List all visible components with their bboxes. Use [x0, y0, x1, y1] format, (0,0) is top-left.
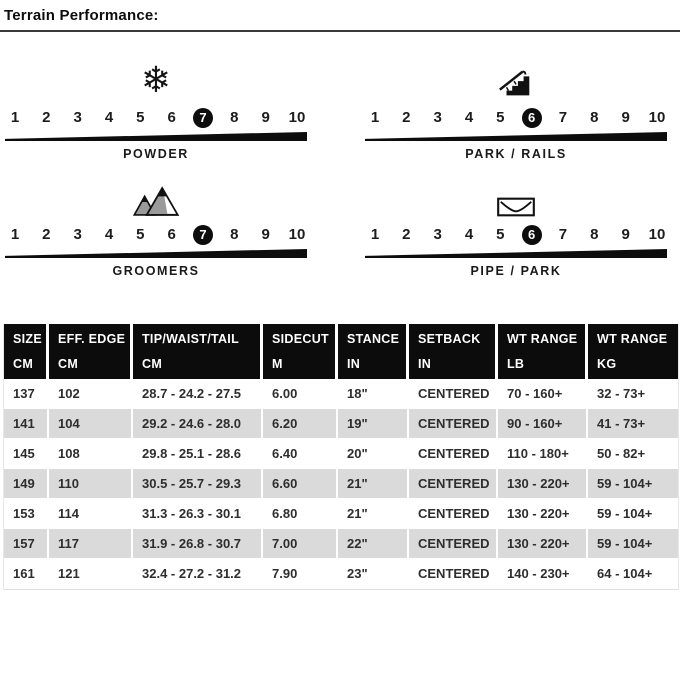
scale-number: 5 [496, 226, 505, 243]
table-cell: 59 - 104+ [588, 469, 678, 499]
table-cell: 31.3 - 26.3 - 30.1 [133, 499, 263, 529]
column-header: EFF. EDGE CM [49, 324, 133, 379]
table-cell: 50 - 82+ [588, 439, 678, 469]
table-cell: 21" [338, 469, 409, 499]
table-cell: 21" [338, 499, 409, 529]
scale-number: 1 [10, 226, 20, 243]
table-cell: 117 [49, 529, 133, 559]
column-header: SETBACK IN [409, 324, 498, 379]
column-header: WT RANGE KG [588, 324, 678, 379]
table-cell: 20" [338, 439, 409, 469]
table-cell: CENTERED [409, 559, 498, 589]
scale-number: 9 [621, 109, 630, 126]
scale-number: 9 [621, 226, 630, 243]
scale-number: 1 [370, 109, 380, 126]
spec-table-header-row [4, 324, 678, 379]
scale-value-badge: 6 [522, 225, 542, 245]
spec-table [3, 324, 679, 590]
scale-number: 3 [73, 226, 82, 243]
table-cell: 32 - 73+ [588, 379, 678, 409]
mountains-icon [5, 173, 307, 217]
scale-bar [5, 249, 307, 258]
table-cell: 110 [49, 469, 133, 499]
table-row [4, 439, 678, 469]
table-cell: 23" [338, 559, 409, 589]
scale-groomers-numbers [5, 225, 307, 245]
spec-table-header [4, 324, 678, 379]
scale-number: 2 [42, 226, 51, 243]
table-cell: 130 - 220+ [498, 469, 588, 499]
table-cell: CENTERED [409, 529, 498, 559]
spec-table-body [4, 379, 678, 589]
table-cell: 149 [4, 469, 49, 499]
scale-number: 6 [167, 109, 176, 126]
table-cell: 29.2 - 24.6 - 28.0 [133, 409, 263, 439]
scale-value-badge: 7 [193, 108, 213, 128]
table-cell: 6.60 [263, 469, 338, 499]
scale-number: 4 [464, 109, 474, 126]
page-header [0, 0, 680, 24]
table-row [4, 559, 678, 589]
scale-bar [365, 249, 667, 258]
table-cell: 30.5 - 25.7 - 29.3 [133, 469, 263, 499]
terrain-performance-scales [0, 32, 680, 278]
table-cell: CENTERED [409, 409, 498, 439]
scale-value-badge: 7 [193, 225, 213, 245]
scale-pipe-park-numbers [365, 225, 667, 245]
table-cell: 102 [49, 379, 133, 409]
table-cell: 70 - 160+ [498, 379, 588, 409]
scale-bar [5, 132, 307, 141]
scale-park-rails-numbers [365, 108, 667, 128]
table-cell: 28.7 - 24.2 - 27.5 [133, 379, 263, 409]
scale-number: 5 [136, 226, 145, 243]
table-row [4, 469, 678, 499]
scale-number: 8 [230, 226, 239, 243]
scale-powder [5, 56, 307, 161]
table-cell: 6.40 [263, 439, 338, 469]
column-header: SIDECUT M [263, 324, 338, 379]
table-cell: 110 - 180+ [498, 439, 588, 469]
table-cell: 6.20 [263, 409, 338, 439]
page-title: Terrain Performance: [4, 7, 159, 24]
table-cell: 104 [49, 409, 133, 439]
table-cell: 108 [49, 439, 133, 469]
scale-number: 10 [648, 109, 666, 126]
table-cell: 59 - 104+ [588, 499, 678, 529]
scale-number: 2 [402, 109, 411, 126]
table-cell: CENTERED [409, 469, 498, 499]
table-cell: 114 [49, 499, 133, 529]
table-row [4, 499, 678, 529]
halfpipe-icon [365, 173, 667, 217]
table-cell: 140 - 230+ [498, 559, 588, 589]
table-cell: 18" [338, 379, 409, 409]
scale-label: PIPE / PARK [470, 264, 562, 278]
scale-number: 2 [42, 109, 51, 126]
table-cell: 130 - 220+ [498, 499, 588, 529]
column-header: TIP/WAIST/TAIL CM [133, 324, 263, 379]
scale-number: 1 [370, 226, 380, 243]
scale-number: 8 [590, 109, 599, 126]
scale-number: 4 [104, 109, 114, 126]
table-cell: 22" [338, 529, 409, 559]
scale-label: POWDER [123, 147, 189, 161]
table-row [4, 529, 678, 559]
scale-number: 1 [10, 109, 20, 126]
scale-number: 8 [590, 226, 599, 243]
column-header: WT RANGE LB [498, 324, 588, 379]
scale-powder-numbers [5, 108, 307, 128]
scale-number: 3 [433, 109, 442, 126]
table-cell: 59 - 104+ [588, 529, 678, 559]
scale-value-badge: 6 [522, 108, 542, 128]
scale-number: 7 [558, 109, 568, 126]
scale-number: 8 [230, 109, 239, 126]
scale-number: 5 [496, 109, 505, 126]
scale-number: 10 [648, 226, 666, 243]
table-cell: 141 [4, 409, 49, 439]
table-cell: 29.8 - 25.1 - 28.6 [133, 439, 263, 469]
scale-number: 4 [104, 226, 114, 243]
scale-number: 2 [402, 226, 411, 243]
scale-number: 4 [464, 226, 474, 243]
scale-number: 10 [288, 226, 306, 243]
scale-number: 10 [288, 109, 306, 126]
table-cell: 6.00 [263, 379, 338, 409]
scale-groomers [5, 173, 307, 278]
table-cell: 161 [4, 559, 49, 589]
table-cell: 157 [4, 529, 49, 559]
scale-park-rails [365, 56, 667, 161]
scale-bar [365, 132, 667, 141]
table-cell: 64 - 104+ [588, 559, 678, 589]
scale-label: GROOMERS [112, 264, 200, 278]
table-cell: 145 [4, 439, 49, 469]
table-cell: 121 [49, 559, 133, 589]
table-cell: 90 - 160+ [498, 409, 588, 439]
table-row [4, 409, 678, 439]
table-cell: 41 - 73+ [588, 409, 678, 439]
column-header: STANCE IN [338, 324, 409, 379]
scale-label: PARK / RAILS [465, 147, 567, 161]
scale-pipe-park [365, 173, 667, 278]
scale-number: 5 [136, 109, 145, 126]
table-cell: CENTERED [409, 499, 498, 529]
column-header: SIZE CM [4, 324, 49, 379]
table-cell: 153 [4, 499, 49, 529]
table-cell: CENTERED [409, 439, 498, 469]
table-row [4, 379, 678, 409]
table-cell: CENTERED [409, 379, 498, 409]
scale-number: 7 [558, 226, 568, 243]
scale-number: 9 [261, 109, 270, 126]
table-cell: 19" [338, 409, 409, 439]
scale-number: 9 [261, 226, 270, 243]
table-cell: 130 - 220+ [498, 529, 588, 559]
table-cell: 137 [4, 379, 49, 409]
table-cell: 32.4 - 27.2 - 31.2 [133, 559, 263, 589]
stairs-rail-icon [365, 56, 667, 100]
scale-number: 6 [167, 226, 176, 243]
table-cell: 7.90 [263, 559, 338, 589]
snowflake-icon: ❄ [140, 60, 172, 101]
table-cell: 6.80 [263, 499, 338, 529]
table-cell: 31.9 - 26.8 - 30.7 [133, 529, 263, 559]
table-cell: 7.00 [263, 529, 338, 559]
scale-number: 3 [73, 109, 82, 126]
scale-number: 3 [433, 226, 442, 243]
